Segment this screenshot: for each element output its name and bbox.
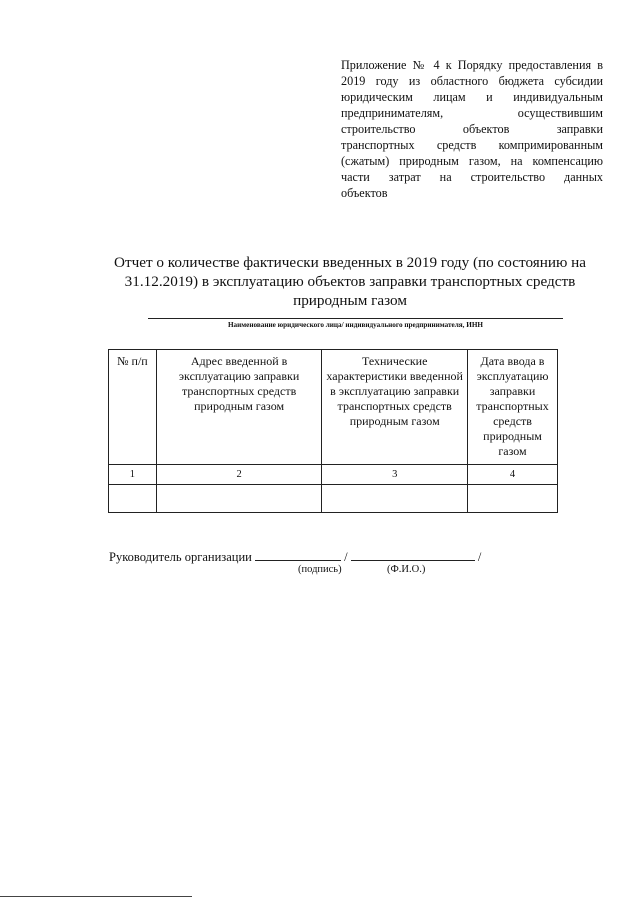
table-row [109, 465, 558, 485]
signature-line [109, 548, 481, 565]
organization-name-field[interactable] [148, 318, 563, 319]
appendix-line: предпринимателям, осуществившим [341, 106, 603, 120]
header-cell-address: Адрес введенной в эксплуатацию заправки транспортных средств природным газом [156, 350, 322, 465]
signature-field[interactable] [255, 548, 341, 561]
signature-separator: / [344, 550, 348, 564]
empty-cell[interactable] [468, 485, 558, 513]
full-name-caption: (Ф.И.О.) [387, 564, 426, 575]
appendix-line: юридическим лицам и индивидуальным [341, 90, 603, 104]
report-title-line: Отчет о количестве фактически введенных в 2019 году (по состоянию на [114, 254, 586, 271]
report-title-line: 31.12.2019) в эксплуатацию объектов заправки транспортных средств [124, 273, 576, 290]
report-table [108, 349, 558, 513]
organization-name-caption: Наименование юридического лица/ индивидуального предпринимателя, ИНН [227, 321, 484, 329]
empty-cell[interactable] [156, 485, 322, 513]
column-number-cell: 4 [468, 465, 558, 485]
signature-separator: / [477, 550, 482, 564]
empty-cell[interactable] [322, 485, 468, 513]
column-number-cell: 2 [156, 465, 322, 485]
report-title-line: природным газом [293, 292, 407, 309]
full-name-field[interactable] [351, 548, 475, 561]
appendix-line: 2019 году из областного бюджета субсидии [341, 74, 603, 88]
table-header-row [109, 350, 558, 465]
signature-caption: (подпись) [298, 564, 342, 575]
appendix-line: объектов [341, 186, 388, 200]
header-cell-specs: Технические характеристики введенной в эксплуатацию заправки транспортных средств природным газом [322, 350, 468, 465]
header-cell-number: № п/п [109, 350, 157, 465]
appendix-line: строительство объектов заправки [341, 122, 603, 136]
column-number-cell: 1 [109, 465, 157, 485]
empty-cell[interactable] [109, 485, 157, 513]
appendix-line: транспортных средств компримированным [341, 138, 603, 152]
header-cell-date: Дата ввода в эксплуатацию заправки транспортных средств природным газом [468, 350, 558, 465]
appendix-note [341, 57, 603, 201]
footer-divider [0, 896, 192, 897]
report-title [100, 253, 600, 310]
signature-label: Руководитель организации [109, 550, 252, 564]
table-row [109, 485, 558, 513]
appendix-line: части затрат на строительство данных [341, 170, 603, 184]
column-number-cell: 3 [322, 465, 468, 485]
appendix-line: Приложение № 4 к Порядку предоставления в [341, 58, 603, 72]
appendix-line: (сжатым) природным газом, на компенсацию [341, 154, 603, 168]
